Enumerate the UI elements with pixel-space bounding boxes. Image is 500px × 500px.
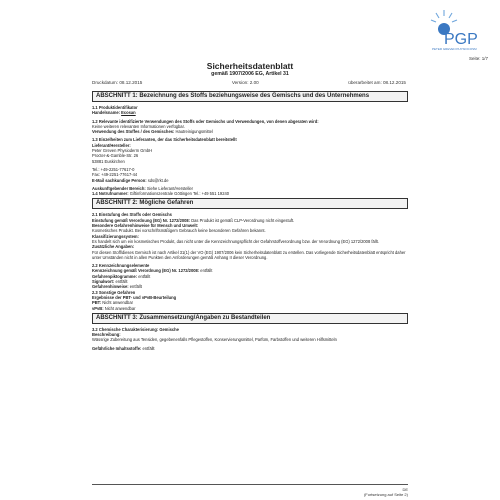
pbt-label: PBT:	[92, 300, 103, 306]
emergency-value: Giftinformationszentrale Göttingen Tel.: +49 551 19240	[129, 191, 230, 197]
section-1-heading: ABSCHNITT 1: Bezeichnung des Stoffs beziehungsweise des Gemischs und des Unternehmens	[92, 91, 408, 102]
s1-2-text: Keine weiteren relevanten Informationen verfügbar.	[92, 123, 185, 129]
footer-code: DE	[402, 487, 408, 492]
document-subtitle: gemäß 1907/2006 EG, Artikel 31	[211, 71, 289, 77]
email-link[interactable]: sds@rkt.de	[147, 177, 169, 183]
extra-text: Für diesen Stoff/dieses Gemisch ist nach Artikel 31(1) der VO (EG) 1907/2006 kein Sicherheitsdatenblatt zu erstellen. Das vorliegende Sicherheitsdatenblatt entspricht daher unter Umständen nicht in allen Punkten den Anforderungen gemäß Anhang II dieser Verordnung.	[92, 249, 406, 260]
svg-text:PGP: PGP	[444, 31, 478, 48]
address-line-3: 53881 Euskirchen	[92, 158, 125, 164]
emergency-line	[92, 191, 408, 196]
special-label: Besondere Gefahrenhinweise für Mensch und Umwelt:	[92, 223, 199, 229]
document-title: Sicherheitsdatenblatt	[206, 61, 294, 71]
vpvb-label: vPvB:	[92, 305, 105, 311]
vpvb-line	[92, 306, 408, 311]
s2-1-heading: 2.1 Einstufung des Stoffs oder Gemischs	[92, 212, 172, 218]
continued-note: (Fortsetzung auf Seite 2)	[363, 492, 408, 497]
clp-label: Einstufung gemäß Verordnung (EG) Nr. 1272/2008:	[92, 217, 192, 223]
signal-label: Signalwort:	[92, 279, 116, 285]
pbt-heading: Ergebnisse der PBT- und vPvB-Beurteilung	[92, 294, 177, 300]
use-label: Verwendung des Stoffes / des Gemisches:	[92, 129, 176, 135]
version: Version: 2.00	[231, 80, 259, 85]
svg-text:PETER GREVEN PHYSIOCOSM: PETER GREVEN PHYSIOCOSM	[432, 47, 477, 51]
section-2-heading: ABSCHNITT 2: Mögliche Gefahren	[92, 198, 408, 209]
print-date: Druckdatum: 08.12.2015	[92, 80, 143, 85]
info-label: Auskunftgebender Bereich:	[92, 185, 147, 191]
special-text: Kosmetisches Produkt. Bei vorschriftsmäßigem Gebrauch keine besonderen Gefahren bekannt.	[92, 228, 266, 234]
class-text: Es handelt sich um ein kosmetisches Produkt, das nicht unter die Kennzeichnungspflicht der Gefahrstoffverordnung bzw. der Verordnung (EG) 1272/2008 fällt.	[92, 238, 379, 244]
trade-name-label: Handelsname:	[92, 110, 122, 116]
s1-1-heading: 1.1 Produktidentifikator	[92, 105, 138, 110]
page-footer	[92, 482, 408, 497]
supplier-label: Lieferant/Hersteller:	[92, 142, 131, 148]
labelling-label: Kennzeichnung gemäß Verordnung (EG) Nr. 1272/2008:	[92, 268, 201, 274]
dangerous-value: entfällt	[142, 345, 155, 351]
pbt-value: Nicht anwendbar	[102, 300, 133, 306]
hazard-value: entfällt	[129, 284, 142, 290]
fax-line: Fax: +49-2251-77617-44	[92, 172, 138, 178]
signal-value: entfällt	[115, 279, 128, 285]
pictogram-value: entfällt	[138, 273, 151, 279]
address-line-2: Procter-&-Gamble-Str. 26	[92, 153, 139, 159]
dangerous-label: Gefährliche Inhaltsstoffe:	[92, 345, 143, 351]
s3-2-heading: 3.2 Chemische Charakterisierung: Gemische	[92, 326, 179, 332]
s1-2-heading: 1.2 Relevante identifizierte Verwendungen des Stoffs oder Gemischs und Verwendungen, von denen abgeraten wird:	[92, 118, 319, 124]
labelling-value: entfällt	[200, 268, 213, 274]
s1-3-heading: 1.3 Einzelheiten zum Lieferanten, der das Sicherheitsdatenblatt bereitstellt	[92, 137, 237, 143]
pgp-logo	[428, 6, 488, 54]
dangerous-ingredients-line	[92, 346, 408, 351]
address-line-1: Peter Greven Physioderm GmbH	[92, 148, 153, 154]
description-text: Wässrige Zubereitung aus Tensiden, gegebenenfalls Pflegestoffen, Konservierungsmittel, Parfüm, Farbstoffen und weiteren Hilfsmitteln	[92, 337, 337, 343]
class-label: Klassifizierungssystem:	[92, 233, 139, 239]
email-label: E-Mail sachkundige Person:	[92, 177, 148, 183]
clp-value: Das Produkt ist gemäß CLP-Verordnung nicht eingestuft.	[191, 217, 295, 223]
extra-label: Zusätzliche Angaben:	[92, 244, 135, 250]
use-value: Hautreinigungsmittel	[175, 129, 213, 135]
vpvb-value: Nicht anwendbar	[104, 305, 136, 311]
s2-3-heading: 2.3 Sonstige Gefahren	[92, 289, 136, 295]
hazard-label: Gefahrenhinweise:	[92, 284, 130, 290]
section-3-heading: ABSCHNITT 3: Zusammensetzung/Angaben zu Bestandteilen	[92, 313, 408, 324]
document-body	[92, 89, 408, 351]
date-bar	[92, 80, 406, 85]
page-number: Seite: 1/7	[468, 56, 488, 61]
use-line	[92, 129, 408, 134]
pictogram-label: Gefahrenpiktogramme:	[92, 273, 139, 279]
revised-date: überarbeitet am: 08.12.2015	[348, 80, 406, 85]
info-value: Siehe Lieferant/Hersteller	[146, 185, 194, 191]
s1-4-heading: 1.4 Notrufnummer:	[92, 191, 130, 197]
description-label: Beschreibung:	[92, 332, 121, 338]
footer-rule	[92, 484, 408, 485]
s2-2-heading: 2.2 Kennzeichnungselemente	[92, 263, 150, 269]
trade-name: Ecosan	[121, 110, 136, 116]
phone-line: Tel.: +49-2251-77617-0	[92, 166, 135, 172]
sun-logo-icon	[428, 6, 488, 54]
trade-name-line	[92, 110, 408, 115]
